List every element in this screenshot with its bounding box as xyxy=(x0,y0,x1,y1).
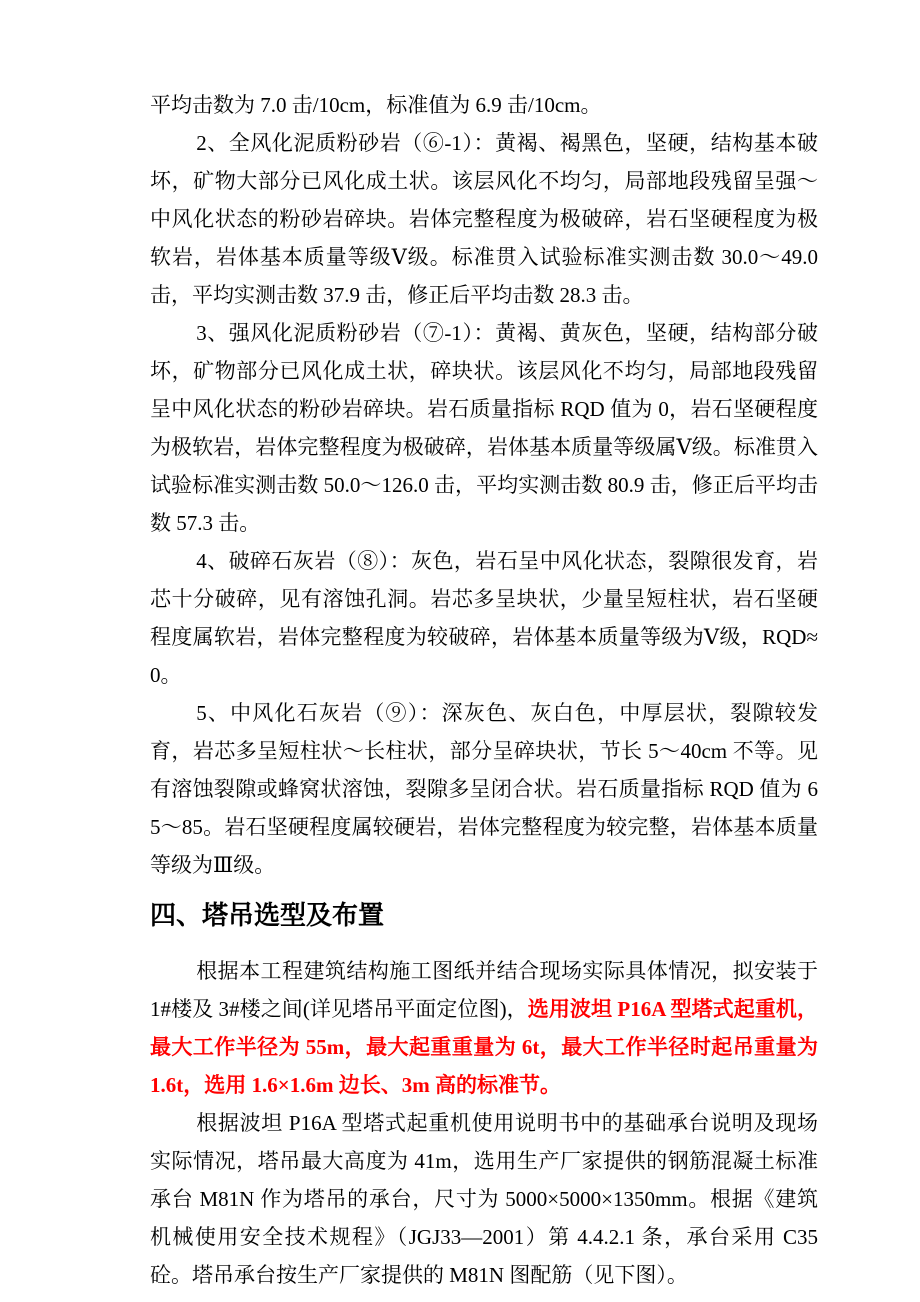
body-paragraph: 2、全风化泥质粉砂岩（⑥-1）：黄褐、褐黑色，坚硬，结构基本破坏，矿物大部分已风化成土状。该层风化不均匀，局部地段残留呈强～中风化状态的粉砂岩碎块。岩体完整程度为极破碎，岩石坚硬程度为极软岩，岩体基本质量等级Ⅴ级。标准贯入试验标准实测击数 30.0～49.0 击，平均实测击数 37.9 击，修正后平均击数 28.3 击。 xyxy=(150,131,818,307)
body-paragraph-mixed xyxy=(150,952,818,1104)
highlighted-text-run: 选用波坦 P16A 型塔式起重机，最大工作半径为 55m，最大起重重量为 6t，最大工作半径时起吊重量为 1.6t，选用 1.6×1.6m 边长、3m 高的标准节。 xyxy=(150,997,818,1097)
body-paragraph: 根据波坦 P16A 型塔式起重机使用说明书中的基础承台说明及现场实际情况，塔吊最大高度为 41m，选用生产厂家提供的钢筋混凝土标准承台 M81N 作为塔吊的承台，尺寸为 5000×5000×1350mm。根据《建筑机械使用安全技术规程》（JGJ33—2001）第 4.4.2.1 条，承台采用 C35 砼。塔吊承台按生产厂家提供的 M81N 图配筋（见下图）。 xyxy=(150,1111,818,1287)
body-paragraph: 5、中风化石灰岩（⑨）：深灰色、灰白色，中厚层状，裂隙较发育，岩芯多呈短柱状～长柱状，部分呈碎块状，节长 5～40cm 不等。见有溶蚀裂隙或蜂窝状溶蚀，裂隙多呈闭合状。岩石质量指标 RQD 值为 65～85。岩石坚硬程度属较硬岩，岩体完整程度为较完整，岩体基本质量等级为Ⅲ级。 xyxy=(150,701,818,877)
body-paragraph: 3、强风化泥质粉砂岩（⑦-1）：黄褐、黄灰色，坚硬，结构部分破坏，矿物部分已风化成土状，碎块状。该层风化不均匀，局部地段残留呈中风化状态的粉砂岩碎块。岩石质量指标 RQD 值为 0，岩石坚硬程度为极软岩，岩体完整程度为极破碎，岩体基本质量等级属Ⅴ级。标准贯入试验标准实测击数 50.0～126.0 击，平均实测击数 80.9 击，修正后平均击数 57.3 击。 xyxy=(150,321,818,535)
section-heading: 四、塔吊选型及布置 xyxy=(150,900,385,930)
paragraph-continuation: 平均击数为 7.0 击/10cm，标准值为 6.9 击/10cm。 xyxy=(150,93,602,117)
body-paragraph: 4、破碎石灰岩（⑧）：灰色，岩石呈中风化状态，裂隙很发育，岩芯十分破碎，见有溶蚀孔洞。岩芯多呈块状，少量呈短柱状，岩石坚硬程度属软岩，岩体完整程度为较破碎，岩体基本质量等级为Ⅴ级，RQD≈0。 xyxy=(150,549,818,687)
text-run: 根据本工程建筑结构施工图纸并结合现场实际具体情况，拟安装于 1#楼及 3#楼之间(详见塔吊平面定位图)， xyxy=(150,959,818,1021)
